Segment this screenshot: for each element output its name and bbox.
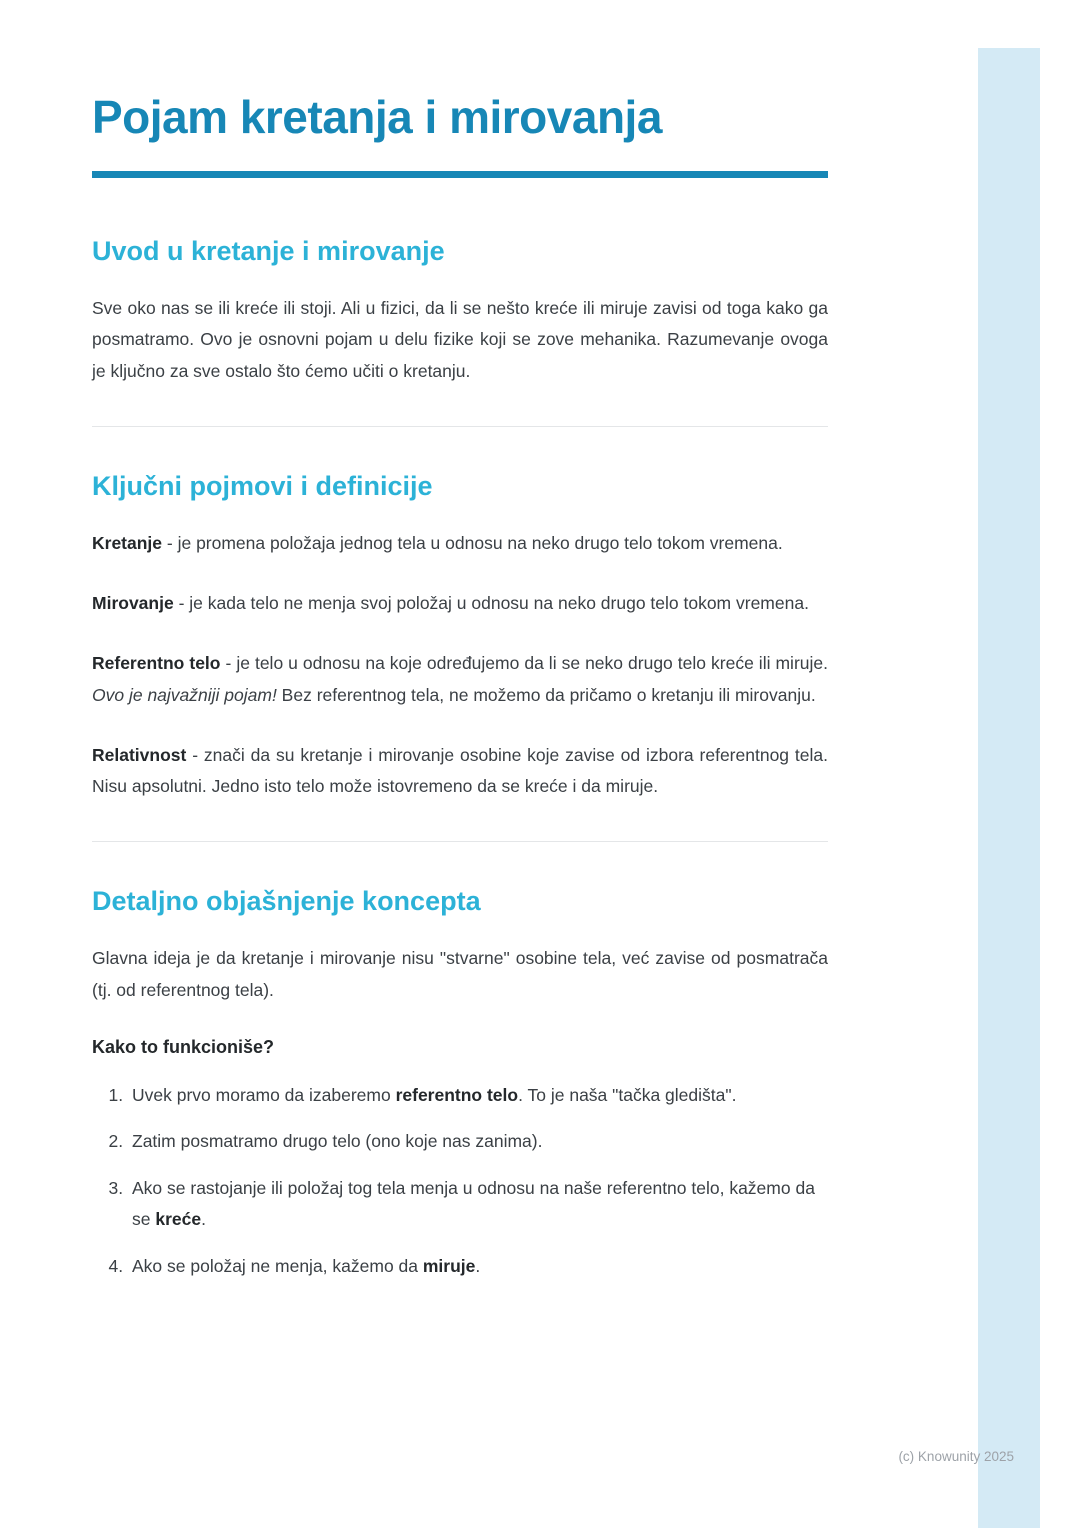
step-term: kreće bbox=[155, 1209, 202, 1230]
list-item bbox=[128, 1251, 828, 1283]
section-objasnjenje bbox=[92, 886, 828, 1282]
term-mirovanje: Mirovanje bbox=[92, 592, 174, 613]
step-text: . bbox=[475, 1255, 481, 1276]
body-paragraph bbox=[92, 943, 828, 1007]
step-text: Ako se rastojanje ili položaj tog tela menja u odnosu na naše referentno telo, kažemo da se bbox=[132, 1177, 815, 1230]
list-item bbox=[128, 1126, 828, 1158]
term-kretanje: Kretanje bbox=[92, 533, 163, 554]
section-heading: Ključni pojmovi i definicije bbox=[92, 471, 433, 502]
watermark: (c) Knowunity 2025 bbox=[898, 1449, 1014, 1464]
term-referentno-telo: Referentno telo bbox=[92, 652, 221, 673]
paragraph-text: Glavna ideja je da kretanje i mirovanje nisu "stvarne" osobine tela, već zavise od posmatrača (tj. od referentnog tela). bbox=[92, 948, 828, 1001]
definition-paragraph bbox=[92, 648, 828, 712]
list-item bbox=[128, 1173, 828, 1236]
step-term: referentno telo bbox=[395, 1084, 519, 1105]
definition-paragraph bbox=[92, 588, 828, 620]
step-text: . To je naša "tačka gledišta". bbox=[518, 1084, 737, 1105]
section-uvod bbox=[92, 236, 828, 389]
emphasis-text: Ovo je najvažniji pojam! bbox=[92, 684, 277, 705]
definition-paragraph bbox=[92, 740, 828, 804]
section-divider bbox=[92, 426, 828, 427]
step-text: Zatim posmatramo drugo telo (ono koje nas zanima). bbox=[132, 1131, 543, 1152]
title-rule bbox=[92, 171, 828, 178]
definition-text: - je telo u odnosu na koje određujemo da li se neko drugo telo kreće ili miruje. bbox=[220, 652, 828, 673]
section-pojmovi bbox=[92, 471, 828, 803]
step-text: Ako se položaj ne menja, kažemo da bbox=[132, 1255, 423, 1276]
section-heading: Uvod u kretanje i mirovanje bbox=[92, 235, 445, 266]
paragraph-text: Sve oko nas se ili kreće ili stoji. Ali u fizici, da li se nešto kreće ili miruje zavisi od toga kako ga posmatramo. Ovo je osnovni pojam u delu fizike koji se zove mehanika. Razumevanje ovoga je ključno za sve ostalo što ćemo učiti o kretanju. bbox=[92, 297, 828, 382]
steps-list bbox=[92, 1080, 828, 1283]
list-item bbox=[128, 1080, 828, 1112]
definition-text: Bez referentnog tela, ne možemo da pričamo o kretanju ili mirovanju. bbox=[276, 684, 816, 705]
page-title: Pojam kretanja i mirovanja bbox=[92, 91, 662, 143]
step-text: Uvek prvo moramo da izaberemo bbox=[132, 1084, 396, 1105]
document-page bbox=[92, 0, 828, 1282]
definition-paragraph bbox=[92, 528, 828, 560]
step-term: miruje bbox=[422, 1255, 476, 1276]
subheading: Kako to funkcioniše? bbox=[92, 1036, 275, 1057]
side-stripe bbox=[978, 48, 1040, 1528]
definition-text: - znači da su kretanje i mirovanje osobine koje zavise od izbora referentnog tela. Nisu apsolutni. Jedno isto telo može istovremeno da se kreće i da miruje. bbox=[92, 744, 828, 797]
section-heading: Detaljno objašnjenje koncepta bbox=[92, 886, 481, 917]
term-relativnost: Relativnost bbox=[92, 744, 187, 765]
definition-text: - je kada telo ne menja svoj položaj u odnosu na neko drugo telo tokom vremena. bbox=[173, 592, 809, 613]
step-text: . bbox=[201, 1209, 206, 1230]
definition-text: - je promena položaja jednog tela u odnosu na neko drugo telo tokom vremena. bbox=[162, 533, 783, 554]
section-divider bbox=[92, 841, 828, 842]
body-paragraph bbox=[92, 293, 828, 389]
